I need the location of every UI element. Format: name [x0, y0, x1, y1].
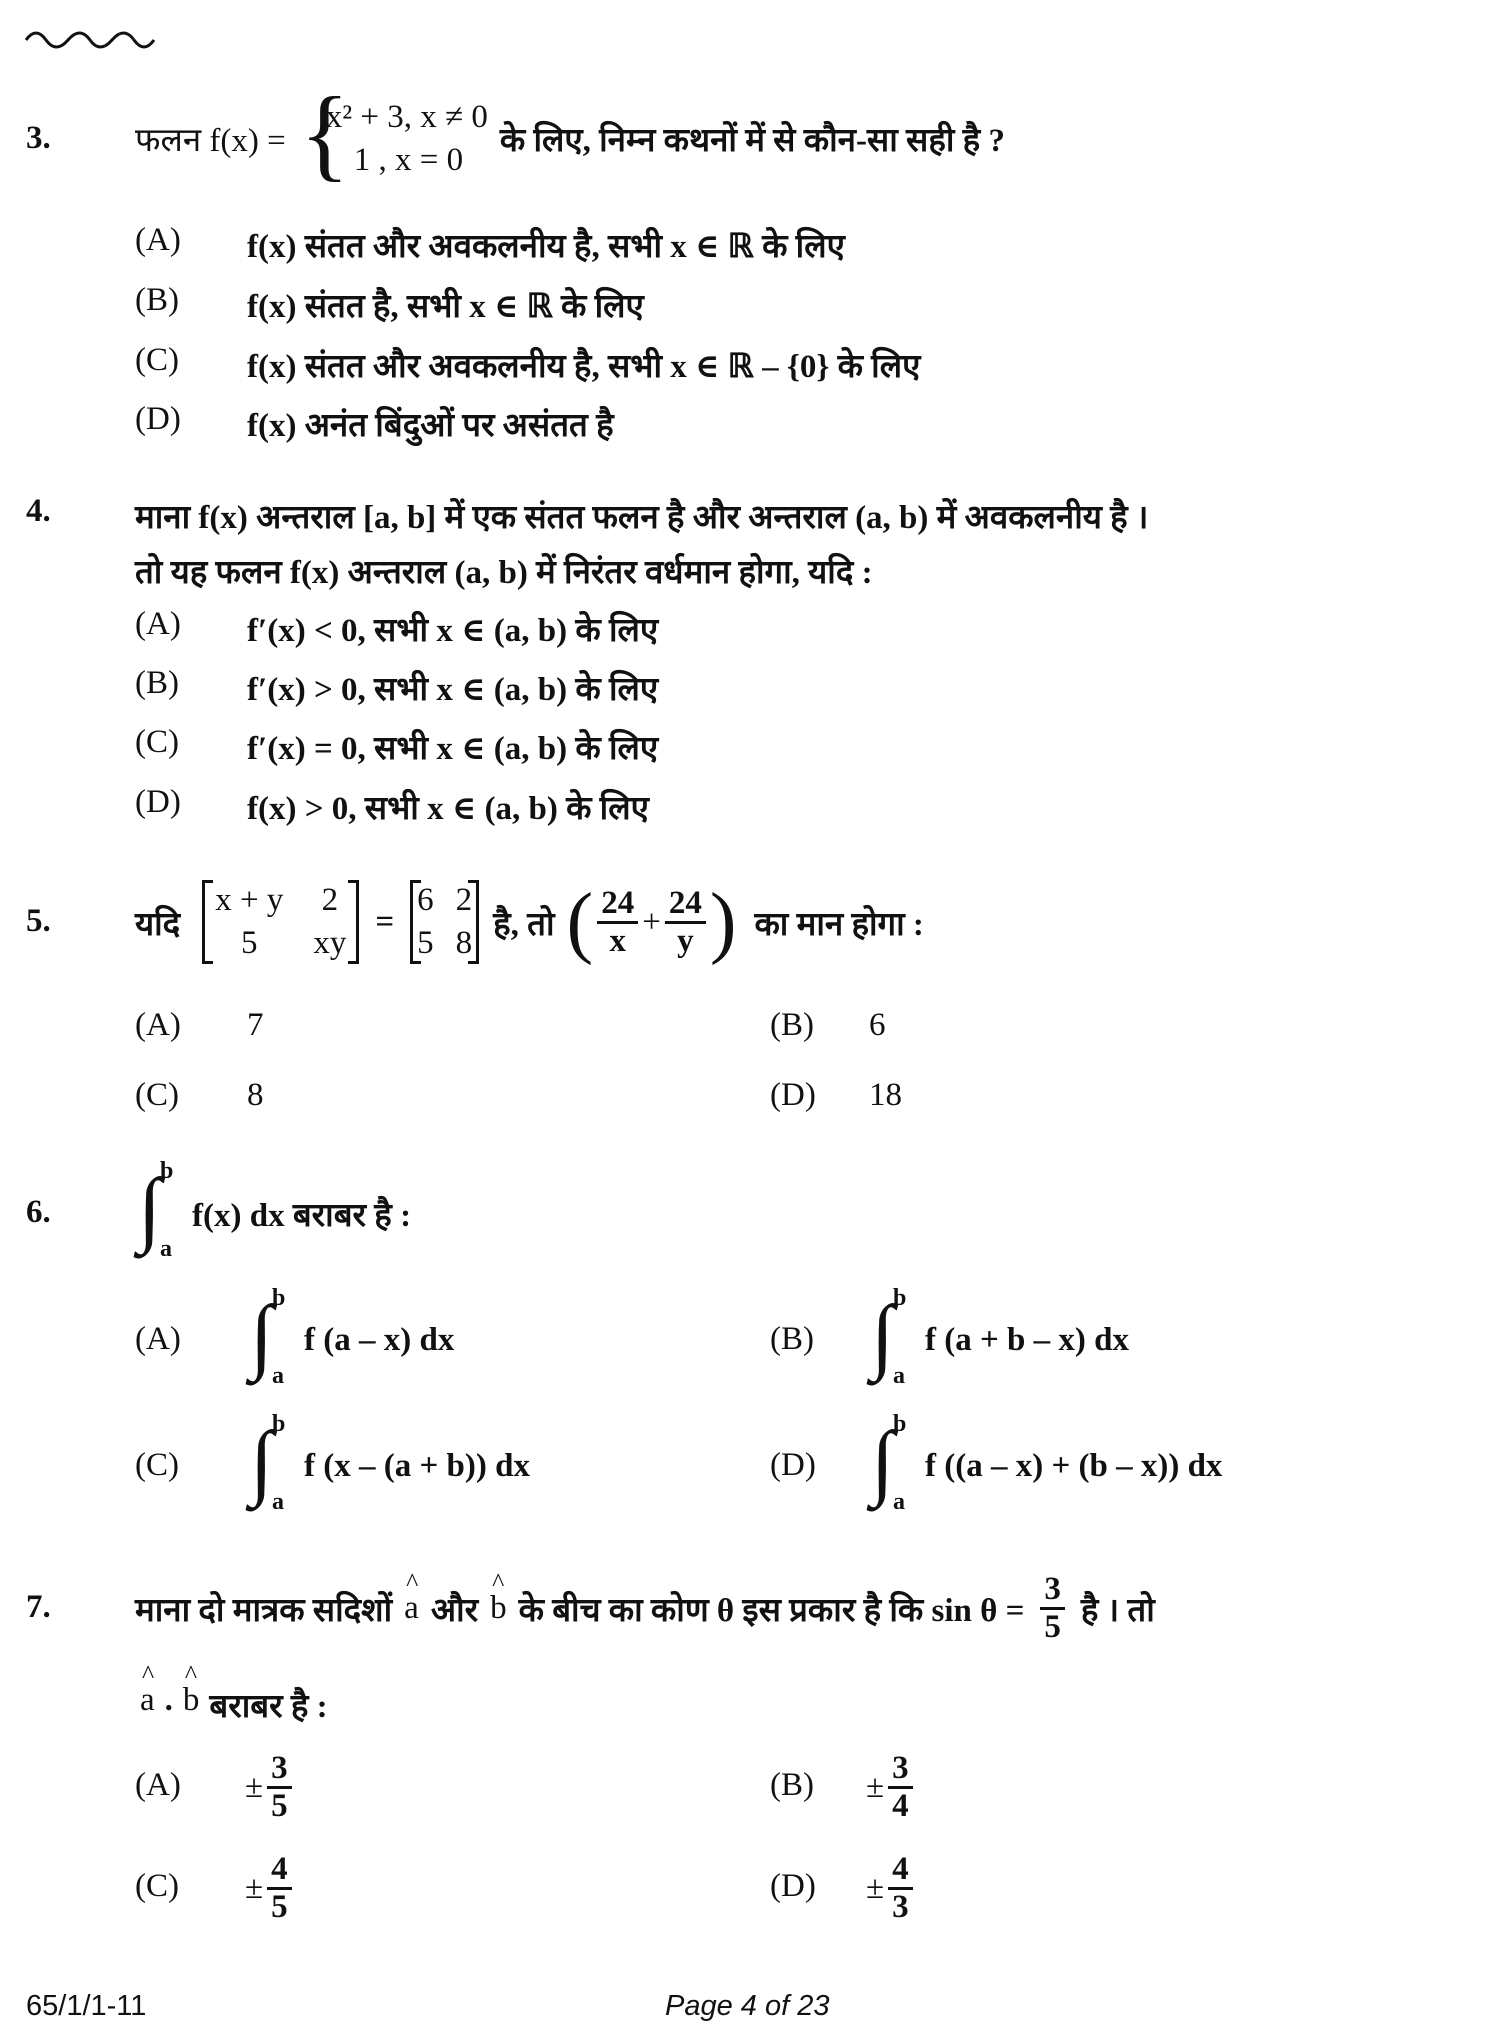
unit-vector-b-hat: ^ b — [490, 1590, 507, 1627]
option-label: (A) — [135, 1007, 181, 1043]
option-text: f (a + b – x) dx — [925, 1321, 1129, 1358]
matrix-cell: 5 — [417, 925, 434, 961]
option-label: (D) — [770, 1868, 816, 1904]
option-a: f(x) संतत और अवकलनीय है, सभी x ∈ ℝ के लिए — [247, 229, 845, 265]
option-label: (B) — [135, 282, 179, 318]
fraction — [888, 1852, 913, 1924]
unit-vector-a-hat: ^ a — [404, 1590, 419, 1627]
upper-limit: b — [160, 1158, 174, 1184]
integral-sign: ∫ b a — [138, 1158, 174, 1262]
option-label: (D) — [135, 401, 181, 437]
option-c: f(x) संतत और अवकलनीय है, सभी x ∈ ℝ – {0} के लिए — [247, 349, 921, 385]
option-label: (D) — [135, 784, 181, 820]
case-2: 1 , x = 0 — [353, 141, 464, 178]
matrix-cell: 6 — [417, 881, 434, 918]
option-text: f ((a – x) + (b – x)) dx — [925, 1447, 1223, 1484]
option-label: (C) — [135, 724, 179, 760]
dot-operator: . — [164, 1682, 173, 1718]
numerator: 3 — [1040, 1572, 1065, 1610]
option-label: (C) — [135, 1447, 179, 1483]
question-stem-line-2 — [140, 1682, 328, 1727]
lower-limit: a — [272, 1363, 284, 1389]
wave-mark-icon — [24, 28, 156, 52]
numerator: 24 — [597, 886, 638, 924]
option-a: f′(x) < 0, सभी x ∈ (a, b) के लिए — [247, 613, 659, 649]
question-stem-line-1 — [135, 1568, 1155, 1648]
stem-text: है, तो — [493, 906, 555, 943]
option-c: f′(x) = 0, सभी x ∈ (a, b) के लिए — [247, 731, 659, 767]
matrix-cell: 2 — [455, 881, 473, 918]
plus-minus-sign: ± — [866, 1768, 885, 1805]
option-label: (D) — [770, 1077, 816, 1113]
matrix-cell: 8 — [455, 925, 473, 961]
upper-limit: b — [893, 1285, 907, 1311]
plus-sign: + — [642, 903, 661, 940]
right-paren: ) — [709, 878, 737, 966]
stem-text: माना दो मात्रक सदिशों — [135, 1592, 393, 1629]
question-number: 4. — [26, 493, 51, 529]
stem-text: यदि — [135, 906, 181, 943]
matrix-right — [410, 880, 479, 965]
page-number: Page 4 of 23 — [665, 1990, 830, 2022]
stem-text: बराबर है : — [209, 1689, 328, 1725]
option-b: f(x) संतत है, सभी x ∈ ℝ के लिए — [247, 289, 644, 325]
denominator: 5 — [271, 1888, 288, 1925]
option-text: f (x – (a + b)) dx — [304, 1447, 530, 1484]
option-label: (B) — [135, 665, 179, 701]
option-b — [871, 1285, 1129, 1389]
equals-sign: = — [375, 903, 395, 940]
denominator: x — [609, 922, 626, 959]
option-label: (B) — [770, 1321, 814, 1357]
option-label: (B) — [770, 1767, 814, 1803]
option-b — [866, 1745, 917, 1829]
option-d: f(x) अनंत बिंदुओं पर असंतत है — [247, 408, 614, 444]
numerator: 3 — [888, 1751, 913, 1789]
denominator: y — [677, 922, 694, 959]
upper-limit: b — [893, 1411, 907, 1437]
plus-minus-sign: ± — [245, 1869, 264, 1906]
integral-sign: ∫ b a — [871, 1285, 907, 1389]
stem-line-1: माना f(x) अन्तराल [a, b] में एक संतत फलन है और अन्तराल (a, b) में अवकलनीय है । — [135, 500, 1149, 536]
option-label: (C) — [135, 1868, 179, 1904]
plus-minus-sign: ± — [866, 1869, 885, 1906]
upper-limit: b — [272, 1411, 286, 1437]
question-number: 3. — [26, 120, 51, 156]
numerator: 3 — [267, 1751, 292, 1789]
fraction-24-over-y — [665, 886, 706, 958]
lower-limit: a — [272, 1489, 284, 1515]
option-d: f(x) > 0, सभी x ∈ (a, b) के लिए — [247, 791, 649, 827]
left-paren: ( — [566, 878, 594, 966]
matrix-left — [202, 880, 359, 965]
lower-limit: a — [160, 1236, 172, 1262]
fraction-3-over-5 — [1040, 1572, 1065, 1644]
denominator: 4 — [892, 1787, 909, 1824]
option-d — [866, 1846, 917, 1930]
option-d: 18 — [869, 1077, 902, 1113]
option-label: (A) — [135, 1767, 181, 1803]
stem-text: के बीच का कोण θ इस प्रकार है कि sin θ = — [518, 1592, 1025, 1629]
option-a — [245, 1745, 296, 1829]
option-label: (C) — [135, 1077, 179, 1113]
option-label: (A) — [135, 1321, 181, 1357]
paper-code: 65/1/1-11 — [26, 1990, 147, 2022]
matrix-cell: xy — [313, 925, 347, 961]
upper-limit: b — [272, 1285, 286, 1311]
denominator: 5 — [1044, 1608, 1061, 1645]
denominator: 5 — [271, 1787, 288, 1824]
option-a: 7 — [247, 1007, 264, 1043]
option-c — [250, 1411, 530, 1515]
option-label: (A) — [135, 222, 181, 258]
fraction — [267, 1751, 292, 1823]
numerator: 4 — [267, 1852, 292, 1890]
option-b: f′(x) > 0, सभी x ∈ (a, b) के लिए — [247, 672, 659, 708]
unit-vector-a-hat: ^ a — [140, 1682, 155, 1727]
option-label: (D) — [770, 1447, 816, 1483]
question-number: 6. — [26, 1194, 51, 1230]
fraction-24-over-x — [597, 886, 638, 958]
piecewise-definition: { x² + 3, x ≠ 0 1 , x = 0 — [299, 76, 488, 191]
option-c — [245, 1846, 296, 1930]
option-label: (C) — [135, 342, 179, 378]
unit-vector-b-hat: ^ b — [183, 1682, 200, 1727]
option-label: (B) — [770, 1007, 814, 1043]
matrix-cell: 2 — [321, 881, 339, 918]
stem-text: का मान होगा : — [754, 906, 924, 943]
matrix-cell: 5 — [241, 925, 258, 961]
stem-text: के लिए, निम्न कथनों में से कौन-सा सही है ? — [499, 123, 1005, 160]
lower-limit: a — [893, 1489, 905, 1515]
stem-text: और — [430, 1592, 479, 1629]
matrix-cell: x + y — [215, 881, 284, 918]
question-number: 7. — [26, 1589, 51, 1625]
question-stem — [135, 872, 924, 972]
stem-line-2: तो यह फलन f(x) अन्तराल (a, b) में निरंतर वर्धमान होगा, यदि : — [135, 555, 873, 591]
option-d — [871, 1411, 1223, 1515]
stem-text: फलन f(x) = — [135, 123, 286, 160]
question-stem — [138, 1158, 412, 1262]
stem-text: f(x) dx बराबर है : — [192, 1197, 412, 1234]
denominator: 3 — [892, 1888, 909, 1925]
question-number: 5. — [26, 903, 51, 939]
option-text: f (a – x) dx — [304, 1321, 455, 1358]
option-c: 8 — [247, 1077, 264, 1113]
case-1: x² + 3, x ≠ 0 — [325, 99, 488, 135]
stem-text: है । तो — [1080, 1592, 1155, 1629]
numerator: 4 — [888, 1852, 913, 1890]
option-b: 6 — [869, 1007, 886, 1043]
numerator: 24 — [665, 886, 706, 924]
integral-sign: ∫ b a — [250, 1411, 286, 1515]
plus-minus-sign: ± — [245, 1768, 264, 1805]
option-a — [250, 1285, 455, 1389]
lower-limit: a — [893, 1363, 905, 1389]
fraction — [267, 1852, 292, 1924]
integral-sign: ∫ b a — [250, 1285, 286, 1389]
question-stem — [135, 76, 1005, 191]
fraction — [888, 1751, 913, 1823]
option-label: (A) — [135, 606, 181, 642]
integral-sign: ∫ b a — [871, 1411, 907, 1515]
